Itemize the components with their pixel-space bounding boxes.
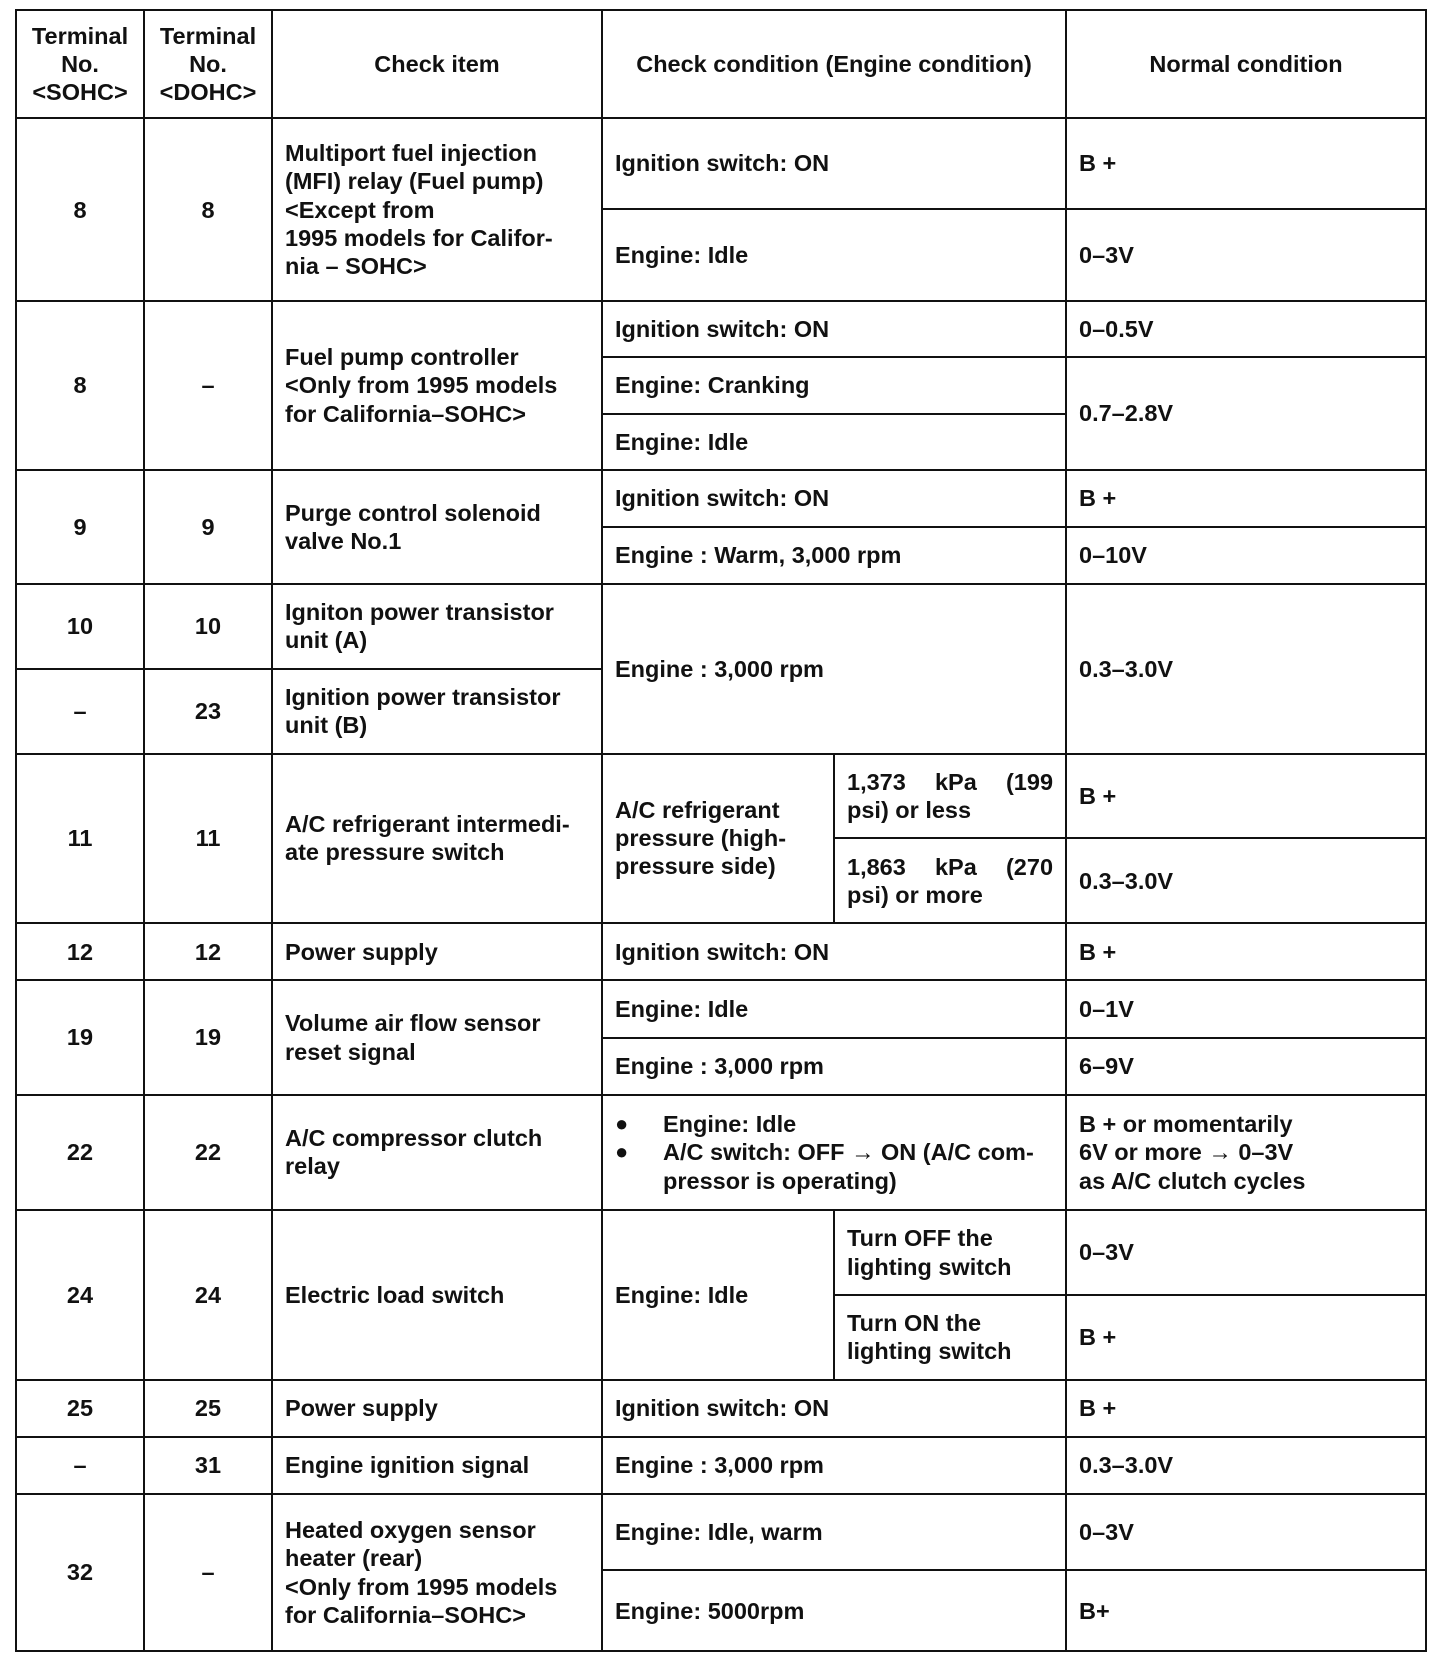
check-item-cell: Engine ignition signal — [272, 1437, 602, 1494]
terminal-sohc-cell: – — [16, 669, 144, 754]
normal-condition-cell: B+ — [1066, 1570, 1426, 1651]
bullet-icon: ● — [615, 1139, 629, 1165]
check-item-cell: Electric load switch — [272, 1210, 602, 1380]
table-header-row — [16, 10, 1426, 118]
terminal-sohc-cell: 8 — [16, 301, 144, 469]
header-normal-condition: Normal condition — [1066, 10, 1426, 118]
check-subcondition-cell: Turn OFF the lighting switch — [834, 1210, 1066, 1295]
check-condition-cell: Engine: Idle, warm — [602, 1494, 1066, 1570]
check-item-cell: Volume air flow sensor reset signal — [272, 980, 602, 1094]
check-condition-cell: Ignition switch: ON — [602, 118, 1066, 209]
check-condition-cell: A/C refrigerant pressure (high- pressure side) — [602, 754, 834, 924]
normal-condition-cell: 0.3–3.0V — [1066, 1437, 1426, 1494]
table-row — [16, 584, 1426, 669]
check-item-cell: A/C refrigerant intermedi- ate pressure switch — [272, 754, 602, 924]
normal-condition-cell: B + — [1066, 754, 1426, 839]
check-condition-cell: Ignition switch: ON — [602, 923, 1066, 980]
check-item-cell: Power supply — [272, 923, 602, 980]
table-row — [16, 923, 1426, 980]
bullet-icon: ● — [615, 1111, 629, 1137]
terminal-dohc-cell: 9 — [144, 470, 272, 584]
table-row — [16, 754, 1426, 839]
check-condition-cell: Ignition switch: ON — [602, 470, 1066, 527]
normal-condition-cell: B + — [1066, 1380, 1426, 1437]
table-row — [16, 1210, 1426, 1295]
normal-condition-cell: 0.3–3.0V — [1066, 838, 1426, 923]
terminal-check-table — [15, 9, 1427, 1652]
header-check-item: Check item — [272, 10, 602, 118]
normal-condition-cell: B + — [1066, 470, 1426, 527]
normal-condition-cell: 0.7–2.8V — [1066, 357, 1426, 469]
check-item-cell: Purge control solenoid valve No.1 — [272, 470, 602, 584]
check-subcondition-cell: Turn ON the lighting switch — [834, 1295, 1066, 1380]
check-condition-cell: Ignition switch: ON — [602, 301, 1066, 357]
check-condition-cell: Ignition switch: ON — [602, 1380, 1066, 1437]
table-row — [16, 1095, 1426, 1210]
table-row — [16, 118, 1426, 209]
header-terminal-sohc: Terminal No. <SOHC> — [16, 10, 144, 118]
check-condition-cell: Engine: Cranking — [602, 357, 1066, 413]
terminal-dohc-cell: 31 — [144, 1437, 272, 1494]
terminal-sohc-cell: 8 — [16, 118, 144, 301]
check-condition-cell: Engine: Idle — [602, 414, 1066, 470]
terminal-dohc-cell: 11 — [144, 754, 272, 924]
terminal-sohc-cell: 19 — [16, 980, 144, 1094]
terminal-sohc-cell: 32 — [16, 1494, 144, 1651]
terminal-dohc-cell: 10 — [144, 584, 272, 669]
check-condition-cell: Engine : Warm, 3,000 rpm — [602, 527, 1066, 584]
check-item-cell: Multiport fuel injection (MFI) relay (Fuel pump) <Except from 1995 models for Califor- nia – SOHC> — [272, 118, 602, 301]
table-row — [16, 1380, 1426, 1437]
normal-condition-cell: 0–3V — [1066, 209, 1426, 301]
terminal-sohc-cell: 12 — [16, 923, 144, 980]
normal-condition-cell: B + or momentarily 6V or more → 0–3V as A/C clutch cycles — [1066, 1095, 1426, 1210]
terminal-sohc-cell: 9 — [16, 470, 144, 584]
check-item-cell: Heated oxygen sensor heater (rear) <Only from 1995 models for California–SOHC> — [272, 1494, 602, 1651]
terminal-dohc-cell: – — [144, 301, 272, 469]
terminal-dohc-cell: 24 — [144, 1210, 272, 1380]
terminal-dohc-cell: 19 — [144, 980, 272, 1094]
terminal-sohc-cell: – — [16, 1437, 144, 1494]
header-check-condition: Check condition (Engine condition) — [602, 10, 1066, 118]
terminal-dohc-cell: 22 — [144, 1095, 272, 1210]
normal-condition-cell: 0–1V — [1066, 980, 1426, 1037]
table-row — [16, 1494, 1426, 1570]
normal-condition-cell: 0–3V — [1066, 1210, 1426, 1295]
terminal-sohc-cell: 22 — [16, 1095, 144, 1210]
table-row — [16, 301, 1426, 357]
check-condition-cell: Engine: Idle — [602, 980, 1066, 1037]
terminal-dohc-cell: 23 — [144, 669, 272, 754]
header-terminal-dohc: Terminal No. <DOHC> — [144, 10, 272, 118]
terminal-dohc-cell: 8 — [144, 118, 272, 301]
check-subcondition-cell: 1,863 kPa (270 psi) or more — [834, 838, 1066, 923]
table-row — [16, 470, 1426, 527]
table-row — [16, 1437, 1426, 1494]
normal-condition-cell: 0–0.5V — [1066, 301, 1426, 357]
normal-condition-cell: 0–3V — [1066, 1494, 1426, 1570]
check-condition-cell: Engine : 3,000 rpm — [602, 1437, 1066, 1494]
normal-condition-cell: 0.3–3.0V — [1066, 584, 1426, 754]
terminal-dohc-cell: 12 — [144, 923, 272, 980]
normal-condition-cell: 0–10V — [1066, 527, 1426, 584]
normal-condition-cell: B + — [1066, 118, 1426, 209]
check-condition-cell: Engine: 5000rpm — [602, 1570, 1066, 1651]
normal-condition-cell: 6–9V — [1066, 1038, 1426, 1095]
check-condition-cell: Engine: Idle — [602, 1210, 834, 1380]
bullet-list — [615, 1110, 1053, 1195]
normal-condition-cell: B + — [1066, 923, 1426, 980]
bullet-item: ● Engine: Idle — [615, 1111, 797, 1138]
check-condition-cell: Engine : 3,000 rpm — [602, 584, 1066, 754]
terminal-sohc-cell: 24 — [16, 1210, 144, 1380]
check-condition-cell: Engine : 3,000 rpm — [602, 1038, 1066, 1095]
check-item-cell: Fuel pump controller <Only from 1995 models for California–SOHC> — [272, 301, 602, 469]
check-condition-cell: Engine: Idle — [602, 209, 1066, 301]
terminal-sohc-cell: 11 — [16, 754, 144, 924]
terminal-sohc-cell: 25 — [16, 1380, 144, 1437]
terminal-dohc-cell: – — [144, 1494, 272, 1651]
check-item-cell: Power supply — [272, 1380, 602, 1437]
check-subcondition-cell: 1,373 kPa (199 psi) or less — [834, 754, 1066, 839]
normal-condition-cell: B + — [1066, 1295, 1426, 1380]
terminal-dohc-cell: 25 — [144, 1380, 272, 1437]
bullet-item: ● A/C switch: OFF → ON (A/C com- pressor is operating) — [615, 1139, 1034, 1194]
terminal-sohc-cell: 10 — [16, 584, 144, 669]
table-row — [16, 980, 1426, 1037]
check-condition-cell — [602, 1095, 1066, 1210]
check-item-cell: Ignition power transistor unit (B) — [272, 669, 602, 754]
check-item-cell: Igniton power transistor unit (A) — [272, 584, 602, 669]
check-item-cell: A/C compressor clutch relay — [272, 1095, 602, 1210]
